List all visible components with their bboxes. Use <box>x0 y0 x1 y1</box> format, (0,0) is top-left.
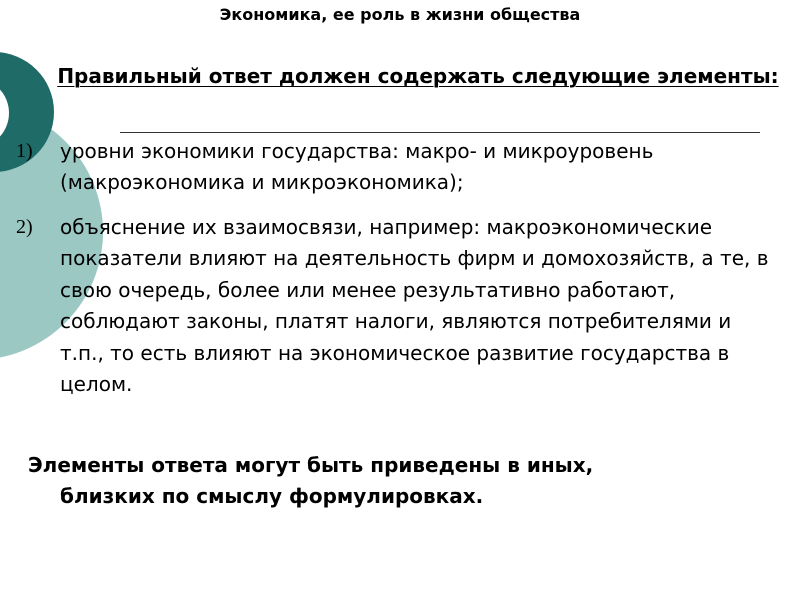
list-item-text: объяснение их взаимосвязи, например: макроэкономические показатели влияют на деятельность фирм и домохозяйств, а те, в свою очередь, более или менее результативно работают, соблюдают законы, платят налоги, являются потребителями и т.п., то есть влияют на экономическое развитие государства в целом. <box>60 215 769 397</box>
list-item <box>16 136 780 199</box>
footnote-line-1: Элементы ответа могут быть приведены в иных, <box>28 453 594 477</box>
list-item <box>16 212 780 400</box>
list-item-text: уровни экономики государства: макро- и микроуровень (макроэкономика и микроэкономика); <box>60 139 654 195</box>
footnote <box>28 450 768 512</box>
answer-heading: Правильный ответ должен содержать следующие элементы: <box>57 64 779 88</box>
footnote-line-2: близких по смыслу формулировках. <box>60 484 484 508</box>
slide-title: Экономика, ее роль в жизни общества <box>219 5 581 24</box>
list-item-number: 2) <box>16 216 33 238</box>
list-item-number: 1) <box>16 140 33 162</box>
heading-divider <box>120 132 760 133</box>
